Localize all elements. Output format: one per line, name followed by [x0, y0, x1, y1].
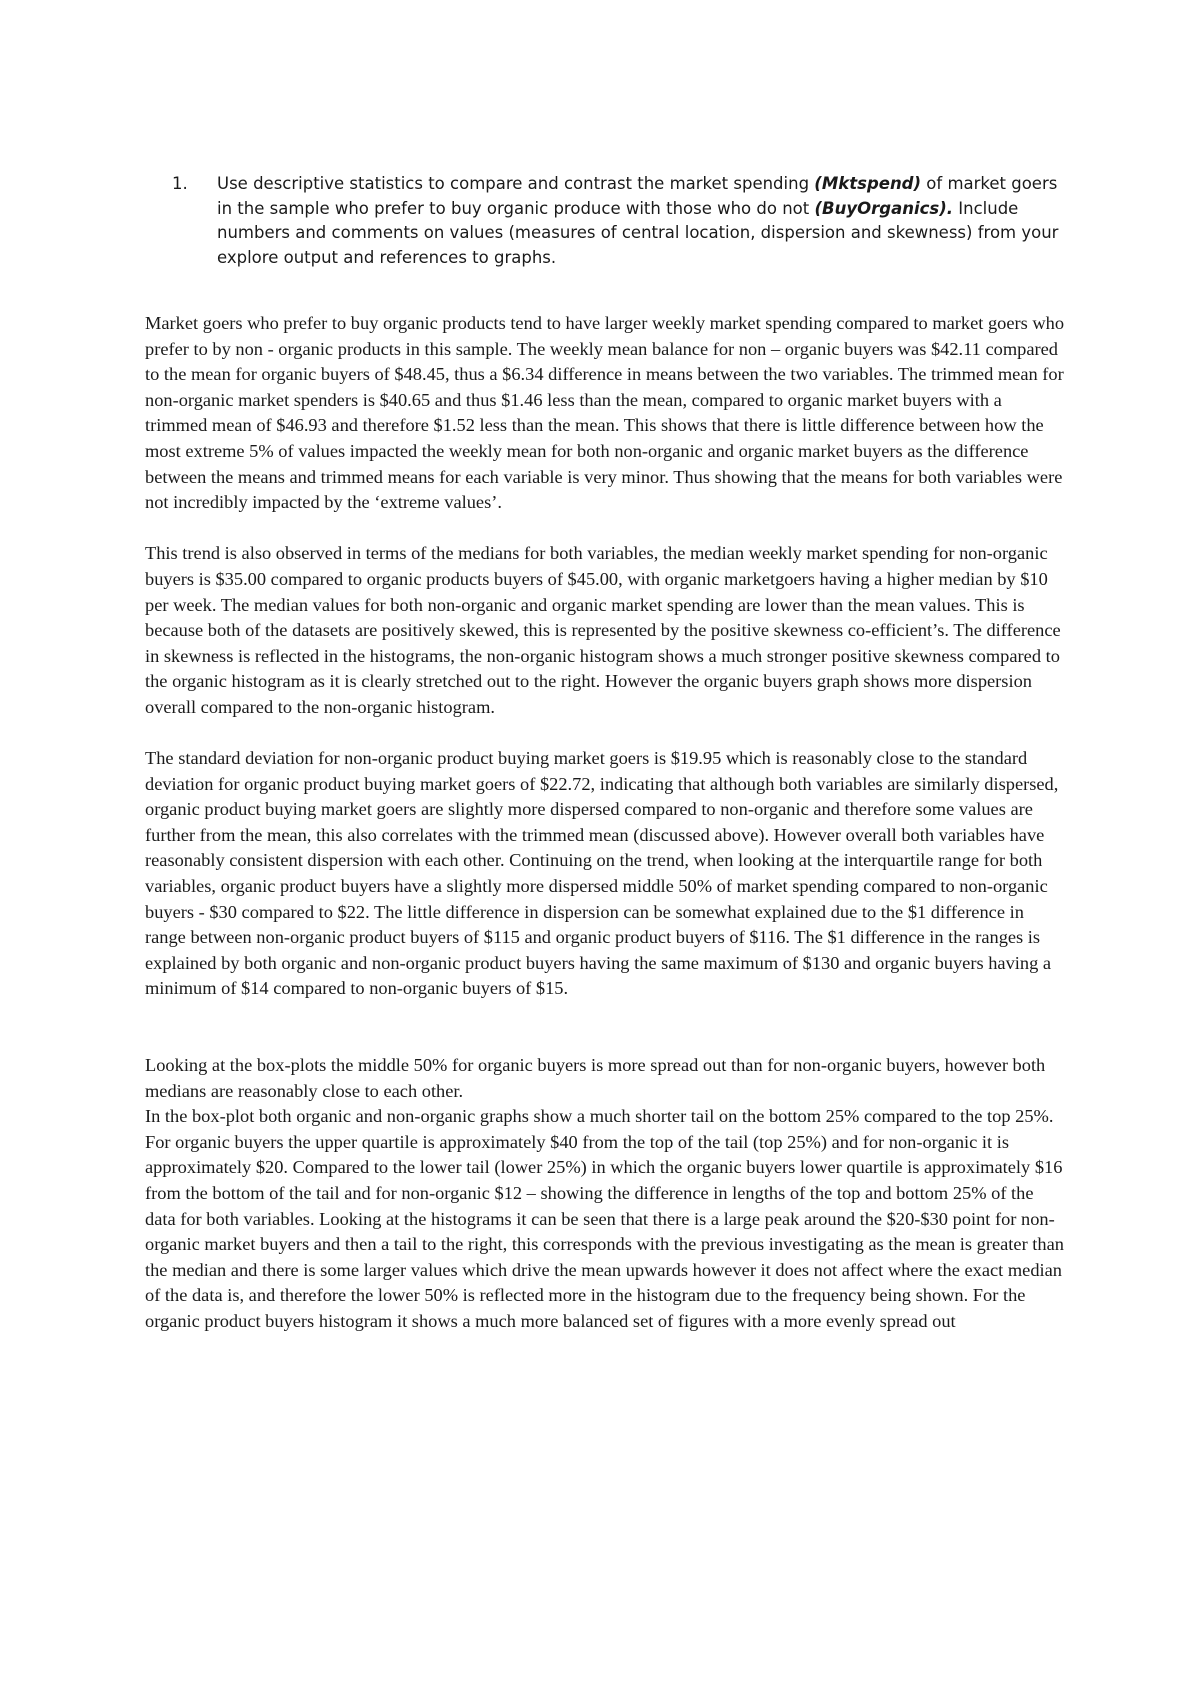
- question-block: [172, 172, 1077, 270]
- answer-body: [145, 311, 1065, 1335]
- question-text: [217, 172, 1077, 270]
- paragraph-means: Market goers who prefer to buy organic products tend to have larger weekly market spending compared to market goers who prefer to by non - organic products in this sample. The weekly mean balance for non – organic buyers was $42.11 compared to the mean for organic buyers of $48.45, thus a $6.34 difference in means between the two variables. The trimmed mean for non-organic market spenders is $40.65 and thus $1.46 less than the mean, compared to organic market buyers with a trimmed mean of $46.93 and therefore $1.52 less than the mean. This shows that there is little difference between how the most extreme 5% of values impacted the weekly mean for both non-organic and organic market buyers as the difference between the means and trimmed means for each variable is very minor. Thus showing that the means for both variables were not incredibly impacted by the ‘extreme values’.: [145, 313, 1065, 513]
- paragraph-boxplot-histogram: In the box-plot both organic and non-organic graphs show a much shorter tail on the bottom 25% compared to the top 25%. For organic buyers the upper quartile is approximately $40 from the top of the tail (top 25%) and for non-organic it is approximately $20. Compared to the lower tail (lower 25%) in which the organic buyers lower quartile is approximately $16 from the bottom of the tail and for non-organic $12 – showing the difference in lengths of the top and bottom 25% of the data for both variables. Looking at the histograms it can be seen that there is a large peak around the $20-$30 point for non-organic market buyers and then a tail to the right, this corresponds with the previous investigating as the mean is greater than the median and there is some larger values which drive the mean upwards however it does not affect where the exact median of the data is, and therefore the lower 50% is reflected more in the histogram due to the frequency being shown. For the organic product buyers histogram it shows a much more balanced set of figures with a more evenly spread out: [145, 1106, 1064, 1331]
- question-text-part1: Use descriptive statistics to compare and contrast the market spending: [217, 174, 815, 193]
- question-variable-mktspend: (Mktspend): [814, 174, 922, 193]
- paragraph-dispersion: The standard deviation for non-organic product buying market goers is $19.95 which is reasonably close to the standard deviation for organic product buying market goers of $22.72, indicating that although both variables are similarly dispersed, organic product buying market goers are slightly more dispersed compared to non-organic and therefore some values are further from the mean, this also correlates with the trimmed mean (discussed above). However overall both variables have reasonably consistent dispersion with each other. Continuing on the trend, when looking at the interquartile range for both variables, organic product buyers have a slightly more dispersed middle 50% of market spending compared to non-organic buyers - $30 compared to $22. The little difference in dispersion can be somewhat explained due to the $1 difference in range between non-organic product buyers of $115 and organic product buyers of $116. The $1 difference in the ranges is explained by both organic and non-organic product buyers having the same maximum of $130 and organic buyers having a minimum of $14 compared to non-organic buyers of $15.: [145, 748, 1059, 999]
- question-variable-buyorganics: (BuyOrganics).: [814, 198, 954, 218]
- paragraph-medians: This trend is also observed in terms of the medians for both variables, the median weekly market spending for non-organic buyers is $35.00 compared to organic products buyers of $45.00, with organic marketgoers having a higher median by $10 per week. The median values for both non-organic and organic market spending are lower than the mean values. This is because both of the datasets are positively skewed, this is represented by the positive skewness co-efficient’s. The difference in skewness is reflected in the histograms, the non-organic histogram shows a much stronger positive skewness compared to the organic histogram as it is clearly stretched out to the right. However the organic buyers graph shows more dispersion overall compared to the non-organic histogram.: [145, 543, 1061, 717]
- paragraph-boxplot-intro: Looking at the box-plots the middle 50% for organic buyers is more spread out than for non-organic buyers, however both medians are reasonably close to each other.: [145, 1055, 1046, 1101]
- question-text-part2: of market goers in the sample who prefer to buy organic produce with those who do not: [217, 174, 1058, 218]
- question-number: 1.: [172, 174, 188, 193]
- question-text-part3: Include numbers and comments on values (measures of central location, dispersion and skewness) from your explore output and references to graphs.: [217, 198, 1059, 267]
